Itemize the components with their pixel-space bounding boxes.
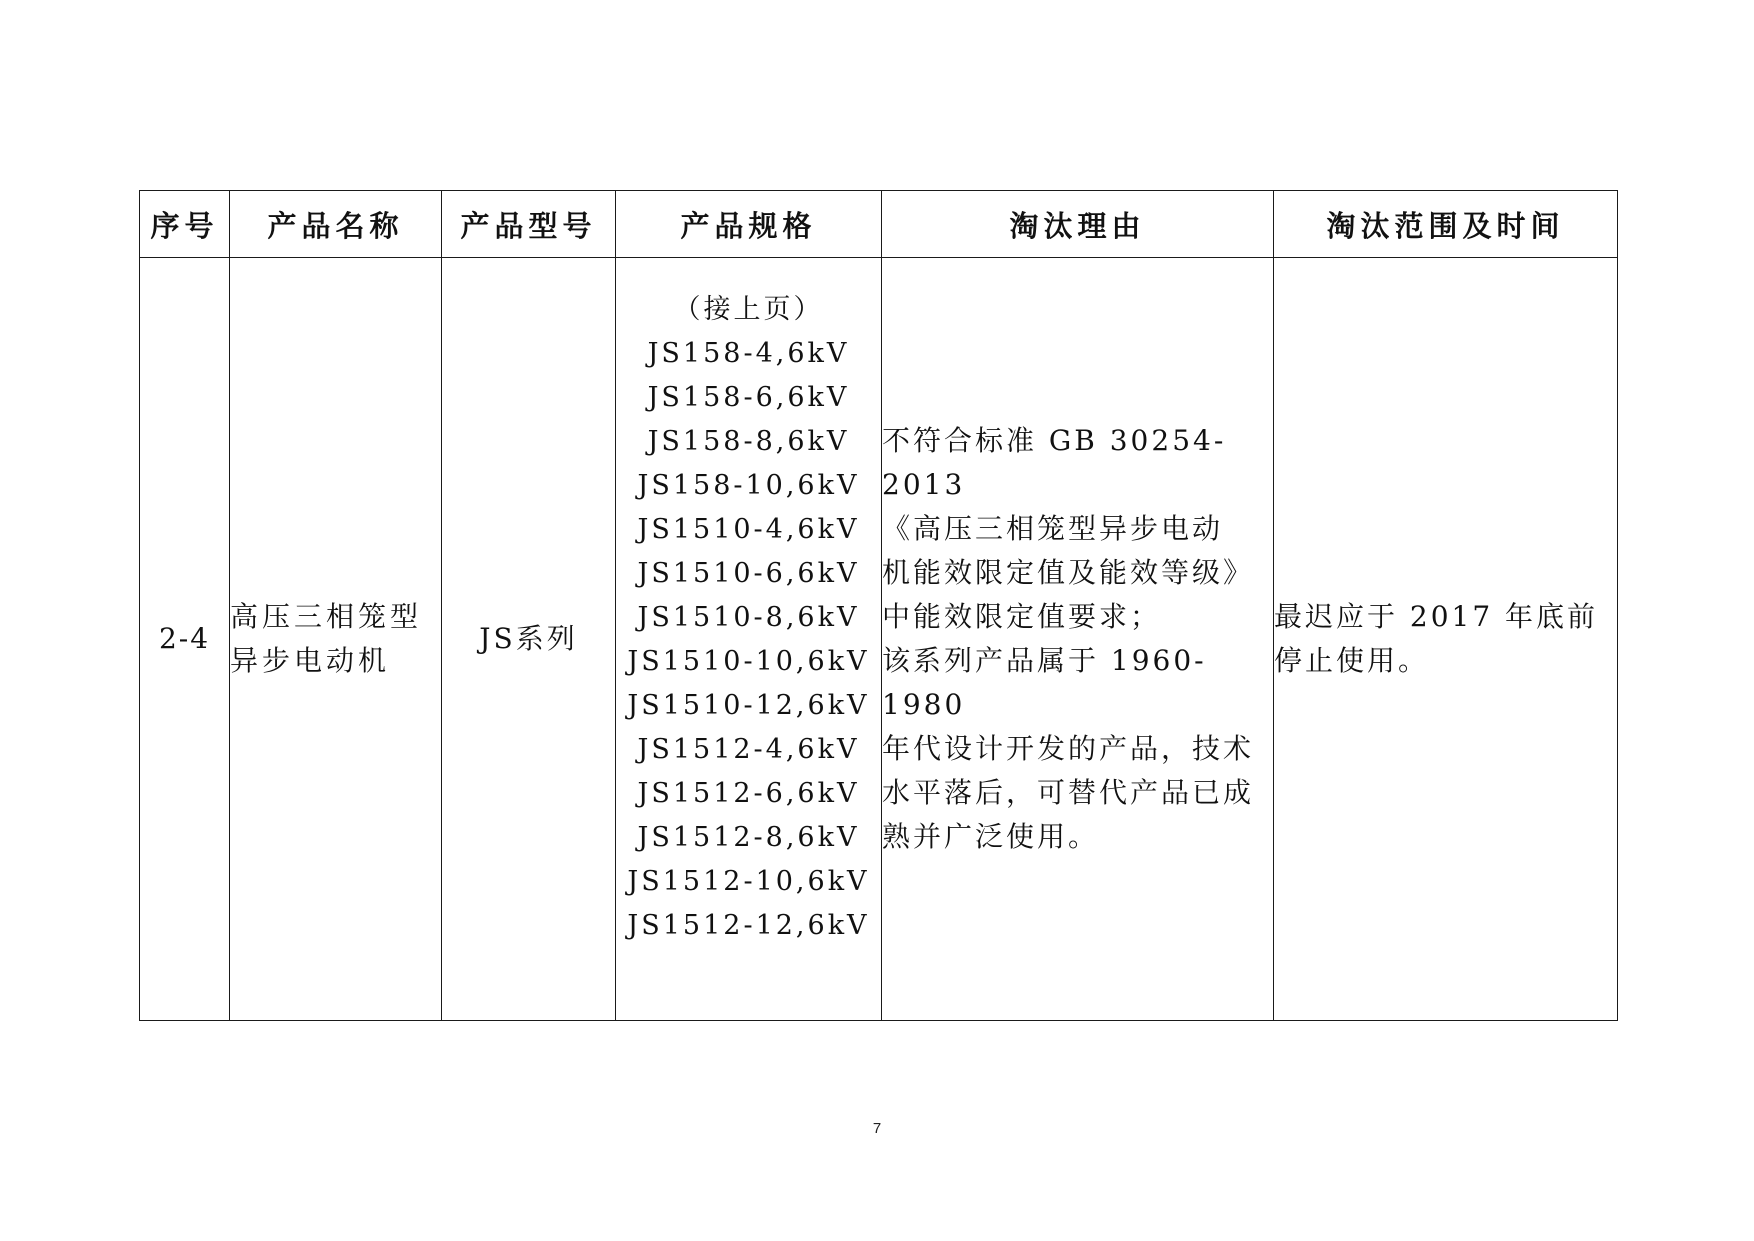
reason-line: 该系列产品属于 1960-1980 bbox=[882, 644, 1207, 721]
spec-item: JS1510-4,6kV bbox=[637, 514, 860, 545]
spec-item: JS1512-8,6kV bbox=[637, 822, 860, 853]
spec-item: JS1510-10,6kV bbox=[627, 646, 870, 677]
spec-item: JS1512-12,6kV bbox=[627, 910, 870, 941]
header-elimination-scope-time: 淘汰范围及时间 bbox=[1274, 191, 1618, 258]
spec-item: JS1510-8,6kV bbox=[637, 602, 860, 633]
elimination-scope-cell bbox=[1274, 258, 1618, 1021]
spec-item: JS1510-12,6kV bbox=[627, 690, 870, 721]
reason-line: 机能效限定值及能效等级》 bbox=[882, 556, 1255, 589]
reason-line: 熟并广泛使用。 bbox=[882, 820, 1100, 853]
spec-continued-note: （接上页） bbox=[673, 294, 824, 325]
spec-item: JS1510-6,6kV bbox=[637, 558, 860, 589]
spec-item: JS1512-4,6kV bbox=[637, 734, 860, 765]
scope-line: 停止使用。 bbox=[1274, 644, 1430, 677]
table-row bbox=[140, 258, 1618, 1021]
spec-item: JS158-8,6kV bbox=[647, 426, 850, 457]
header-product-name: 产品名称 bbox=[230, 191, 442, 258]
spec-item: JS158-10,6kV bbox=[637, 470, 860, 501]
reason-line: 年代设计开发的产品，技术 bbox=[882, 732, 1255, 765]
reason-line: 水平落后，可替代产品已成 bbox=[882, 776, 1255, 809]
page-number: 7 bbox=[872, 1120, 882, 1137]
spec-list bbox=[616, 258, 881, 948]
elimination-reason-cell bbox=[882, 258, 1274, 1021]
spec-item: JS158-4,6kV bbox=[647, 338, 850, 369]
product-spec-cell bbox=[616, 258, 882, 1021]
reason-line: 不符合标准 GB 30254-2013 bbox=[882, 424, 1227, 501]
reason-line: 中能效限定值要求； bbox=[882, 600, 1162, 633]
reason-line: 《高压三相笼型异步电动 bbox=[882, 512, 1224, 545]
elimination-table bbox=[139, 190, 1618, 1021]
table-header-row bbox=[140, 191, 1618, 258]
product-name-cell bbox=[230, 258, 442, 1021]
spec-item: JS1512-10,6kV bbox=[627, 866, 870, 897]
header-elimination-reason: 淘汰理由 bbox=[882, 191, 1274, 258]
spec-item: JS1512-6,6kV bbox=[637, 778, 860, 809]
header-product-model: 产品型号 bbox=[442, 191, 616, 258]
header-seq: 序号 bbox=[140, 191, 230, 258]
seq-cell: 2-4 bbox=[140, 258, 230, 1021]
scope-line: 最迟应于 2017 年底前 bbox=[1274, 600, 1599, 633]
product-name-line: 异步电动机 bbox=[230, 644, 391, 677]
header-product-spec: 产品规格 bbox=[616, 191, 882, 258]
spec-item: JS158-6,6kV bbox=[647, 382, 850, 413]
product-model-cell: JS系列 bbox=[442, 258, 616, 1021]
product-name-line: 高压三相笼型 bbox=[230, 600, 423, 633]
